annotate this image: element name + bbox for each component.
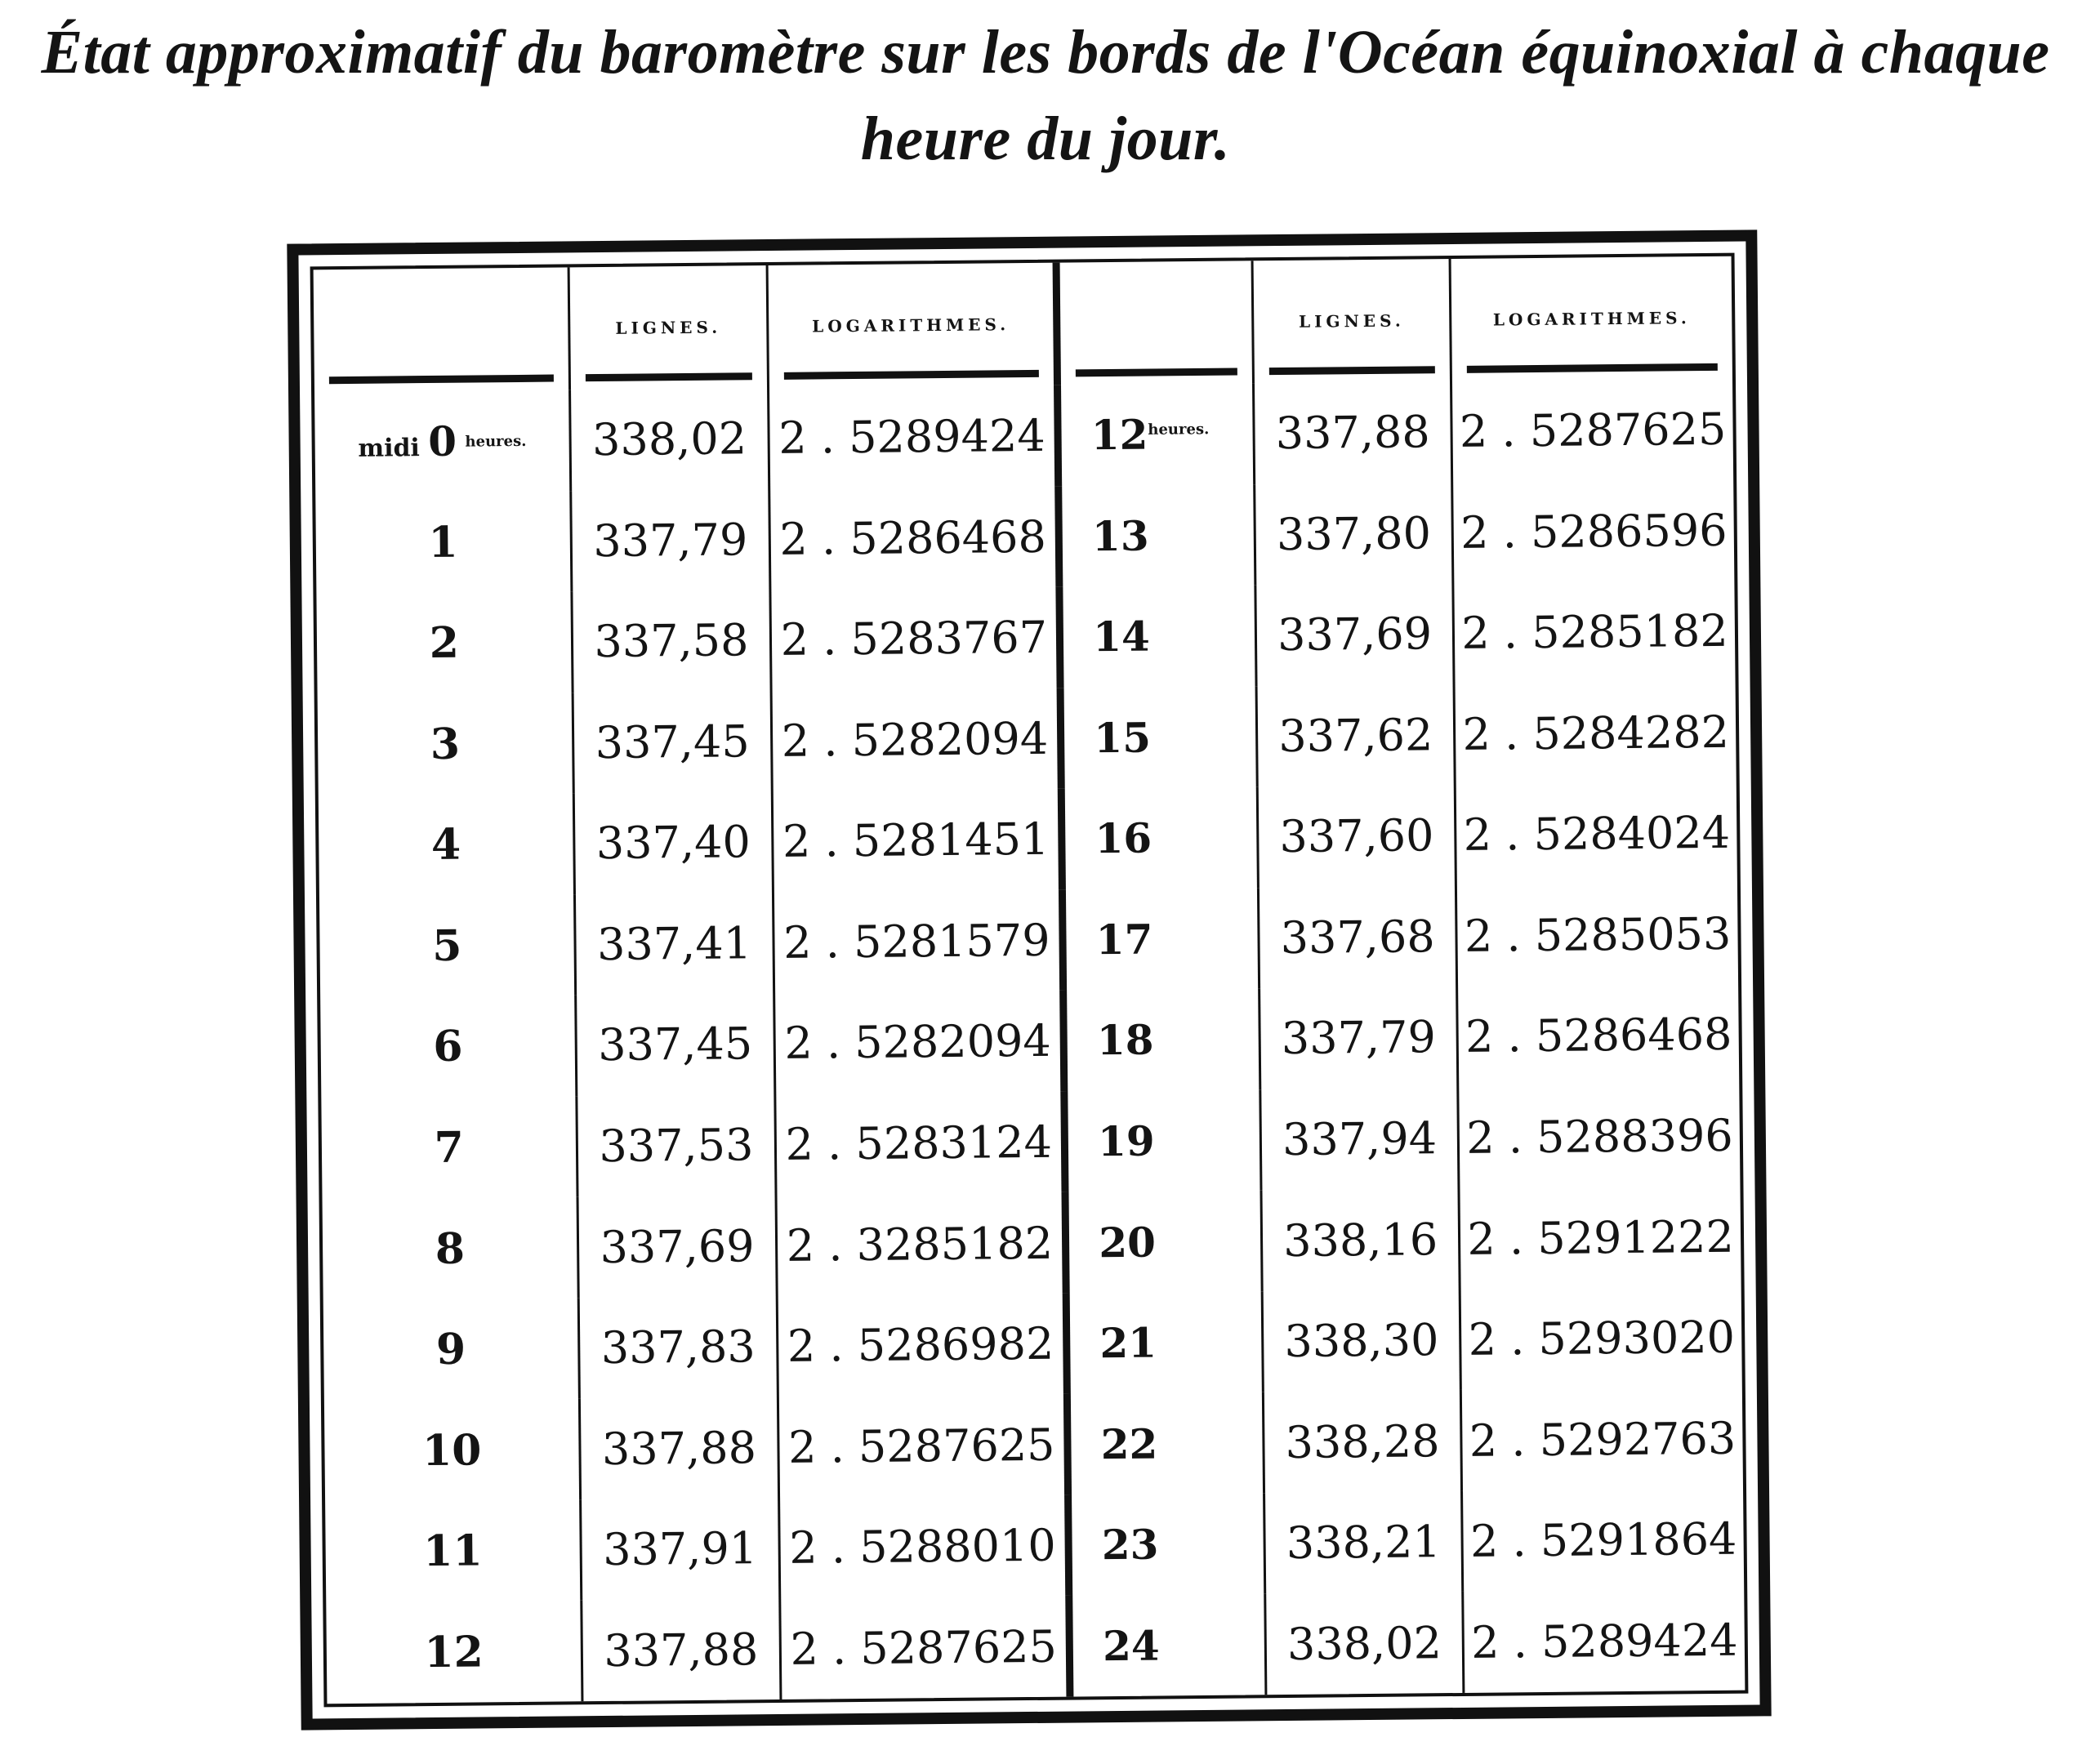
hour-cell-right: 23	[1068, 1493, 1265, 1596]
header-lignes-left: LIGNES.	[569, 265, 768, 390]
logarithme-cell-left: 2 . 5287625	[778, 1394, 1068, 1498]
hour-cell-right: 22	[1068, 1392, 1264, 1495]
hour-cell-right: 24	[1069, 1594, 1266, 1697]
hour-cell-left: 2	[429, 618, 460, 669]
table-row	[320, 984, 1739, 1098]
lignes-cell-right: 337,69	[1255, 583, 1454, 686]
hour-cell-left: 10	[421, 1425, 482, 1476]
lignes-cell-left: 337,58	[572, 590, 770, 693]
hour-cell-right: 21	[1066, 1291, 1263, 1394]
hour-cell-right: 18	[1063, 988, 1260, 1091]
hour-cell-left: 12	[424, 1627, 484, 1677]
header-rule	[1076, 368, 1237, 377]
table-row	[316, 581, 1735, 695]
hour-cell-right: 19	[1064, 1089, 1261, 1192]
hour-cell-right: 14	[1059, 585, 1256, 688]
hour-cell-left: 5	[431, 920, 462, 971]
header-rule	[1467, 363, 1718, 373]
lignes-cell-right: 338,21	[1264, 1491, 1463, 1594]
hour-cell-left: 1	[428, 517, 458, 568]
lignes-cell-right: 338,30	[1262, 1290, 1460, 1392]
lignes-cell-left: 337,83	[579, 1296, 778, 1399]
logarithme-cell-right: 2 . 5286468	[1457, 984, 1739, 1088]
table-inner-border	[310, 253, 1749, 1708]
table-row	[314, 379, 1733, 493]
lignes-cell-left: 337,45	[573, 691, 772, 794]
lignes-cell-right: 337,80	[1255, 483, 1453, 586]
lignes-cell-right: 338,16	[1261, 1188, 1460, 1291]
table-row	[325, 1488, 1744, 1602]
table-row	[323, 1186, 1741, 1300]
lignes-cell-left: 337,45	[576, 993, 774, 1096]
lignes-cell-left: 337,88	[580, 1396, 778, 1499]
hour-number: 12	[1090, 410, 1148, 460]
header-logarithmes-right: LOGARITHMES.	[1450, 256, 1732, 381]
hour-cell-left: 7	[434, 1122, 465, 1173]
lignes-cell-right: 338,02	[1265, 1592, 1464, 1695]
table-row	[315, 479, 1734, 594]
header-rule	[329, 375, 555, 385]
lignes-cell-right: 337,68	[1259, 886, 1457, 989]
logarithme-cell-right: 2 . 5291864	[1462, 1488, 1744, 1592]
hour-cell-left: 6	[433, 1022, 463, 1072]
table-row	[326, 1589, 1745, 1704]
logarithme-cell-right: 2 . 5287625	[1451, 379, 1733, 483]
hour-cell-right: 17	[1063, 888, 1260, 991]
table-row	[324, 1388, 1743, 1502]
logarithme-cell-right: 2 . 5292763	[1461, 1388, 1743, 1491]
logarithme-cell-left: 2 . 5287625	[779, 1596, 1070, 1699]
header-logarithmes-left: LOGARITHMES.	[767, 263, 1058, 388]
hour-cell-left: 4	[430, 820, 461, 871]
logarithme-cell-left: 2 . 5282094	[771, 688, 1062, 791]
logarithme-cell-right: 2 . 5286596	[1452, 479, 1734, 583]
logarithme-cell-right: 2 . 5293020	[1460, 1286, 1741, 1390]
lignes-cell-left: 337,53	[577, 1094, 775, 1197]
header-lignes-right: LIGNES.	[1252, 259, 1451, 383]
header-rule	[586, 372, 751, 381]
lignes-cell-left: 337,41	[575, 893, 774, 996]
lignes-cell-right: 338,28	[1263, 1390, 1461, 1493]
lignes-cell-left: 337,91	[581, 1498, 779, 1601]
logarithme-cell-left: 2 . 5283124	[774, 1091, 1065, 1195]
lignes-cell-left: 337,88	[582, 1598, 780, 1701]
hour-cell-left: 3	[430, 719, 461, 769]
barometer-table	[314, 256, 1745, 1704]
table-row	[323, 1286, 1742, 1401]
header-row	[314, 256, 1732, 393]
table-row	[321, 1085, 1740, 1199]
lignes-cell-right: 337,60	[1257, 785, 1456, 888]
table-row	[318, 681, 1737, 795]
hour-cell-right: 20	[1065, 1191, 1262, 1294]
logarithme-cell-left: 2 . 5286982	[777, 1293, 1068, 1396]
header-rule	[783, 370, 1039, 380]
table-frame	[287, 229, 1771, 1730]
lignes-cell-left: 337,69	[577, 1195, 776, 1298]
hour-cell-left	[314, 390, 571, 493]
heures-label: heures.	[1148, 421, 1210, 439]
hour-cell-right: 15	[1060, 686, 1257, 789]
logarithme-cell-left: 2 . 3285182	[776, 1192, 1067, 1296]
lignes-cell-left: 338,02	[570, 388, 769, 491]
lignes-cell-right: 337,94	[1260, 1088, 1459, 1191]
header-hours-left	[314, 267, 570, 392]
hour-cell-right: 16	[1061, 786, 1258, 889]
logarithme-cell-right: 2 . 5284024	[1455, 782, 1737, 886]
header-hours-right	[1056, 261, 1253, 385]
lignes-cell-right: 337,79	[1260, 987, 1458, 1089]
logarithme-cell-right: 2 . 5284282	[1454, 681, 1736, 785]
logarithme-cell-left: 2 . 5281579	[773, 889, 1063, 993]
document-title	[0, 18, 2091, 173]
logarithme-cell-right: 2 . 5285182	[1453, 581, 1735, 684]
hour-cell-left: 8	[435, 1223, 466, 1274]
midi-label: midi	[358, 434, 421, 464]
logarithme-cell-right: 2 . 5285053	[1456, 883, 1738, 987]
table-row	[319, 782, 1737, 897]
hour-cell-left: 9	[435, 1324, 466, 1375]
logarithme-cell-left: 2 . 5288010	[778, 1494, 1069, 1598]
logarithme-cell-left: 2 . 5286468	[769, 486, 1059, 590]
lignes-cell-right: 337,88	[1254, 381, 1452, 484]
logarithme-cell-left: 2 . 5282094	[774, 991, 1064, 1094]
logarithme-cell-left: 2 . 5289424	[768, 385, 1059, 489]
title-line-2: heure du jour.	[860, 105, 1231, 173]
logarithme-cell-left: 2 . 5281451	[772, 789, 1063, 893]
lignes-cell-left: 337,40	[574, 791, 773, 894]
title-line-1: État approximatif du baromètre sur les bords de l'Océan équinoxial à chaque	[41, 18, 2050, 87]
lignes-cell-right: 337,62	[1256, 684, 1455, 787]
hour-cell-left: 11	[422, 1526, 483, 1577]
hour-number: 0	[427, 416, 457, 466]
lignes-cell-left: 337,79	[571, 489, 769, 592]
hour-cell-right	[1058, 383, 1255, 486]
logarithme-cell-right: 2 . 5291222	[1459, 1186, 1741, 1290]
logarithme-cell-left: 2 . 5283767	[769, 587, 1060, 691]
hour-cell-right: 13	[1059, 484, 1255, 587]
heures-label: heures.	[465, 433, 527, 451]
table-row	[319, 883, 1738, 997]
header-rule	[1269, 366, 1435, 375]
logarithme-cell-right: 2 . 5288396	[1458, 1085, 1740, 1188]
logarithme-cell-right: 2 . 5289424	[1463, 1589, 1745, 1693]
